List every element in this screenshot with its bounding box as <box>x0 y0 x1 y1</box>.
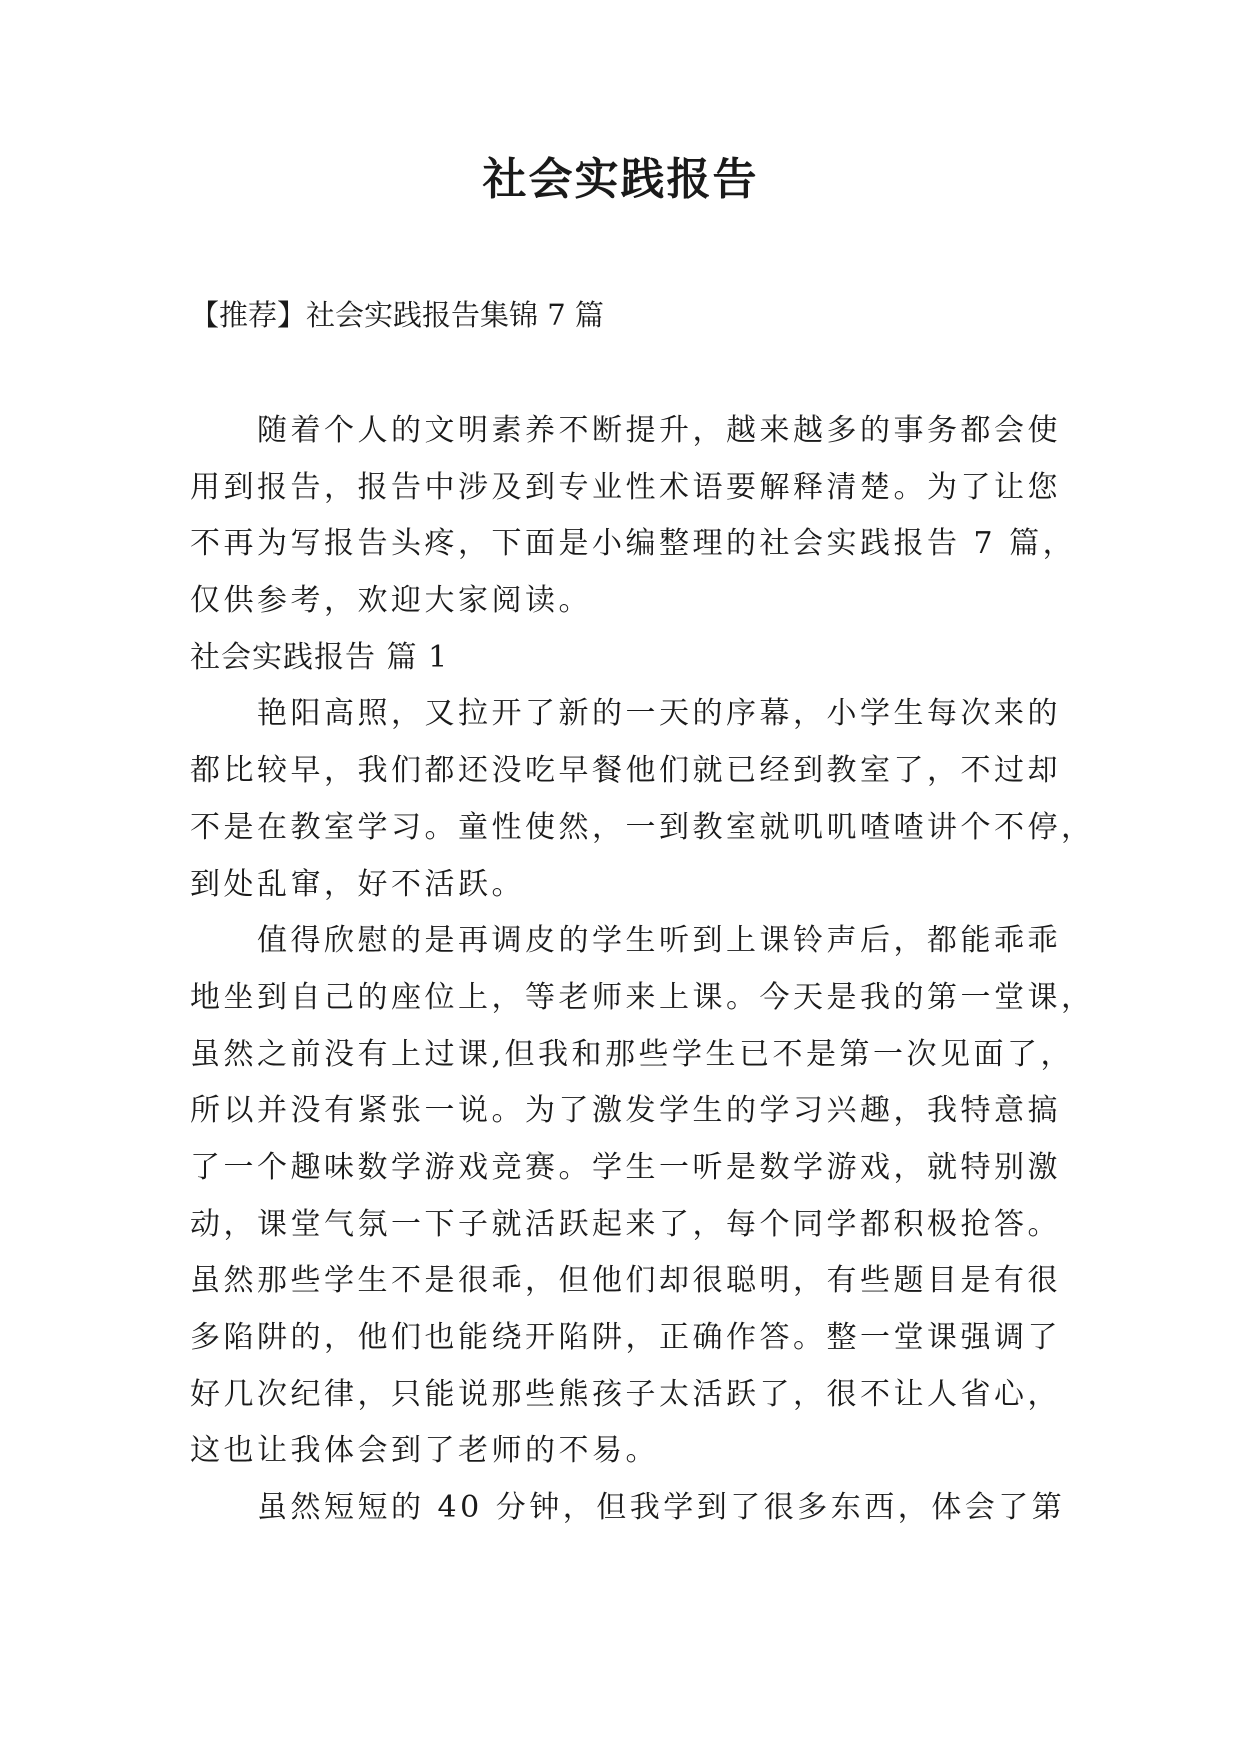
paragraph-line: 到处乱窜，好不活跃。 <box>190 866 525 902</box>
paragraph-line: 地坐到自己的座位上，等老师来上课。今天是我的第一堂课， <box>190 979 1095 1015</box>
paragraph-line: 不是在教室学习。童性使然，一到教室就叽叽喳喳讲个不停， <box>190 809 1095 845</box>
paragraph-line: 虽然之前没有上过课,但我和那些学生已不是第一次见面了， <box>190 1036 1075 1072</box>
paragraph-line: 值得欣慰的是再调皮的学生听到上课铃声后，都能乖乖 <box>257 923 1061 959</box>
document-body <box>190 403 1095 1537</box>
paragraph-line: 仅供参考，欢迎大家阅读。 <box>190 583 592 619</box>
paragraph-line: 艳阳高照，又拉开了新的一天的序幕，小学生每次来的 <box>257 696 1061 732</box>
paragraph-line: 用到报告，报告中涉及到专业性术语要解释清楚。为了让您 <box>190 469 1061 505</box>
paragraph-line: 虽然那些学生不是很乖，但他们却很聪明，有些题目是有很 <box>190 1263 1061 1299</box>
paragraph-line: 动，课堂气氛一下子就活跃起来了，每个同学都积极抢答。 <box>190 1206 1061 1242</box>
paragraph-line: 虽然短短的 40 分钟，但我学到了很多东西，体会了第 <box>257 1490 1066 1526</box>
paragraph-line: 多陷阱的，他们也能绕开陷阱，正确作答。整一堂课强调了 <box>190 1320 1061 1355</box>
document-title: 社会实践报告 <box>482 154 759 205</box>
section-heading: 社会实践报告 篇 1 <box>190 639 449 675</box>
paragraph-line: 所以并没有紧张一说。为了激发学生的学习兴趣，我特意搞 <box>190 1093 1061 1129</box>
paragraph-line: 都比较早，我们都还没吃早餐他们就已经到教室了，不过却 <box>190 753 1061 789</box>
document-subtitle: 【推荐】社会实践报告集锦 7 篇 <box>190 298 604 332</box>
paragraph-line: 了一个趣味数学游戏竞赛。学生一听是数学游戏，就特别激 <box>190 1149 1061 1185</box>
paragraph-line: 随着个人的文明素养不断提升，越来越多的事务都会使 <box>257 413 1061 448</box>
paragraph-line: 这也让我体会到了老师的不易。 <box>190 1433 659 1469</box>
paragraph-line: 好几次纪律，只能说那些熊孩子太活跃了，很不让人省心， <box>190 1376 1061 1412</box>
paragraph-line: 不再为写报告头疼，下面是小编整理的社会实践报告 7 篇， <box>190 526 1077 562</box>
